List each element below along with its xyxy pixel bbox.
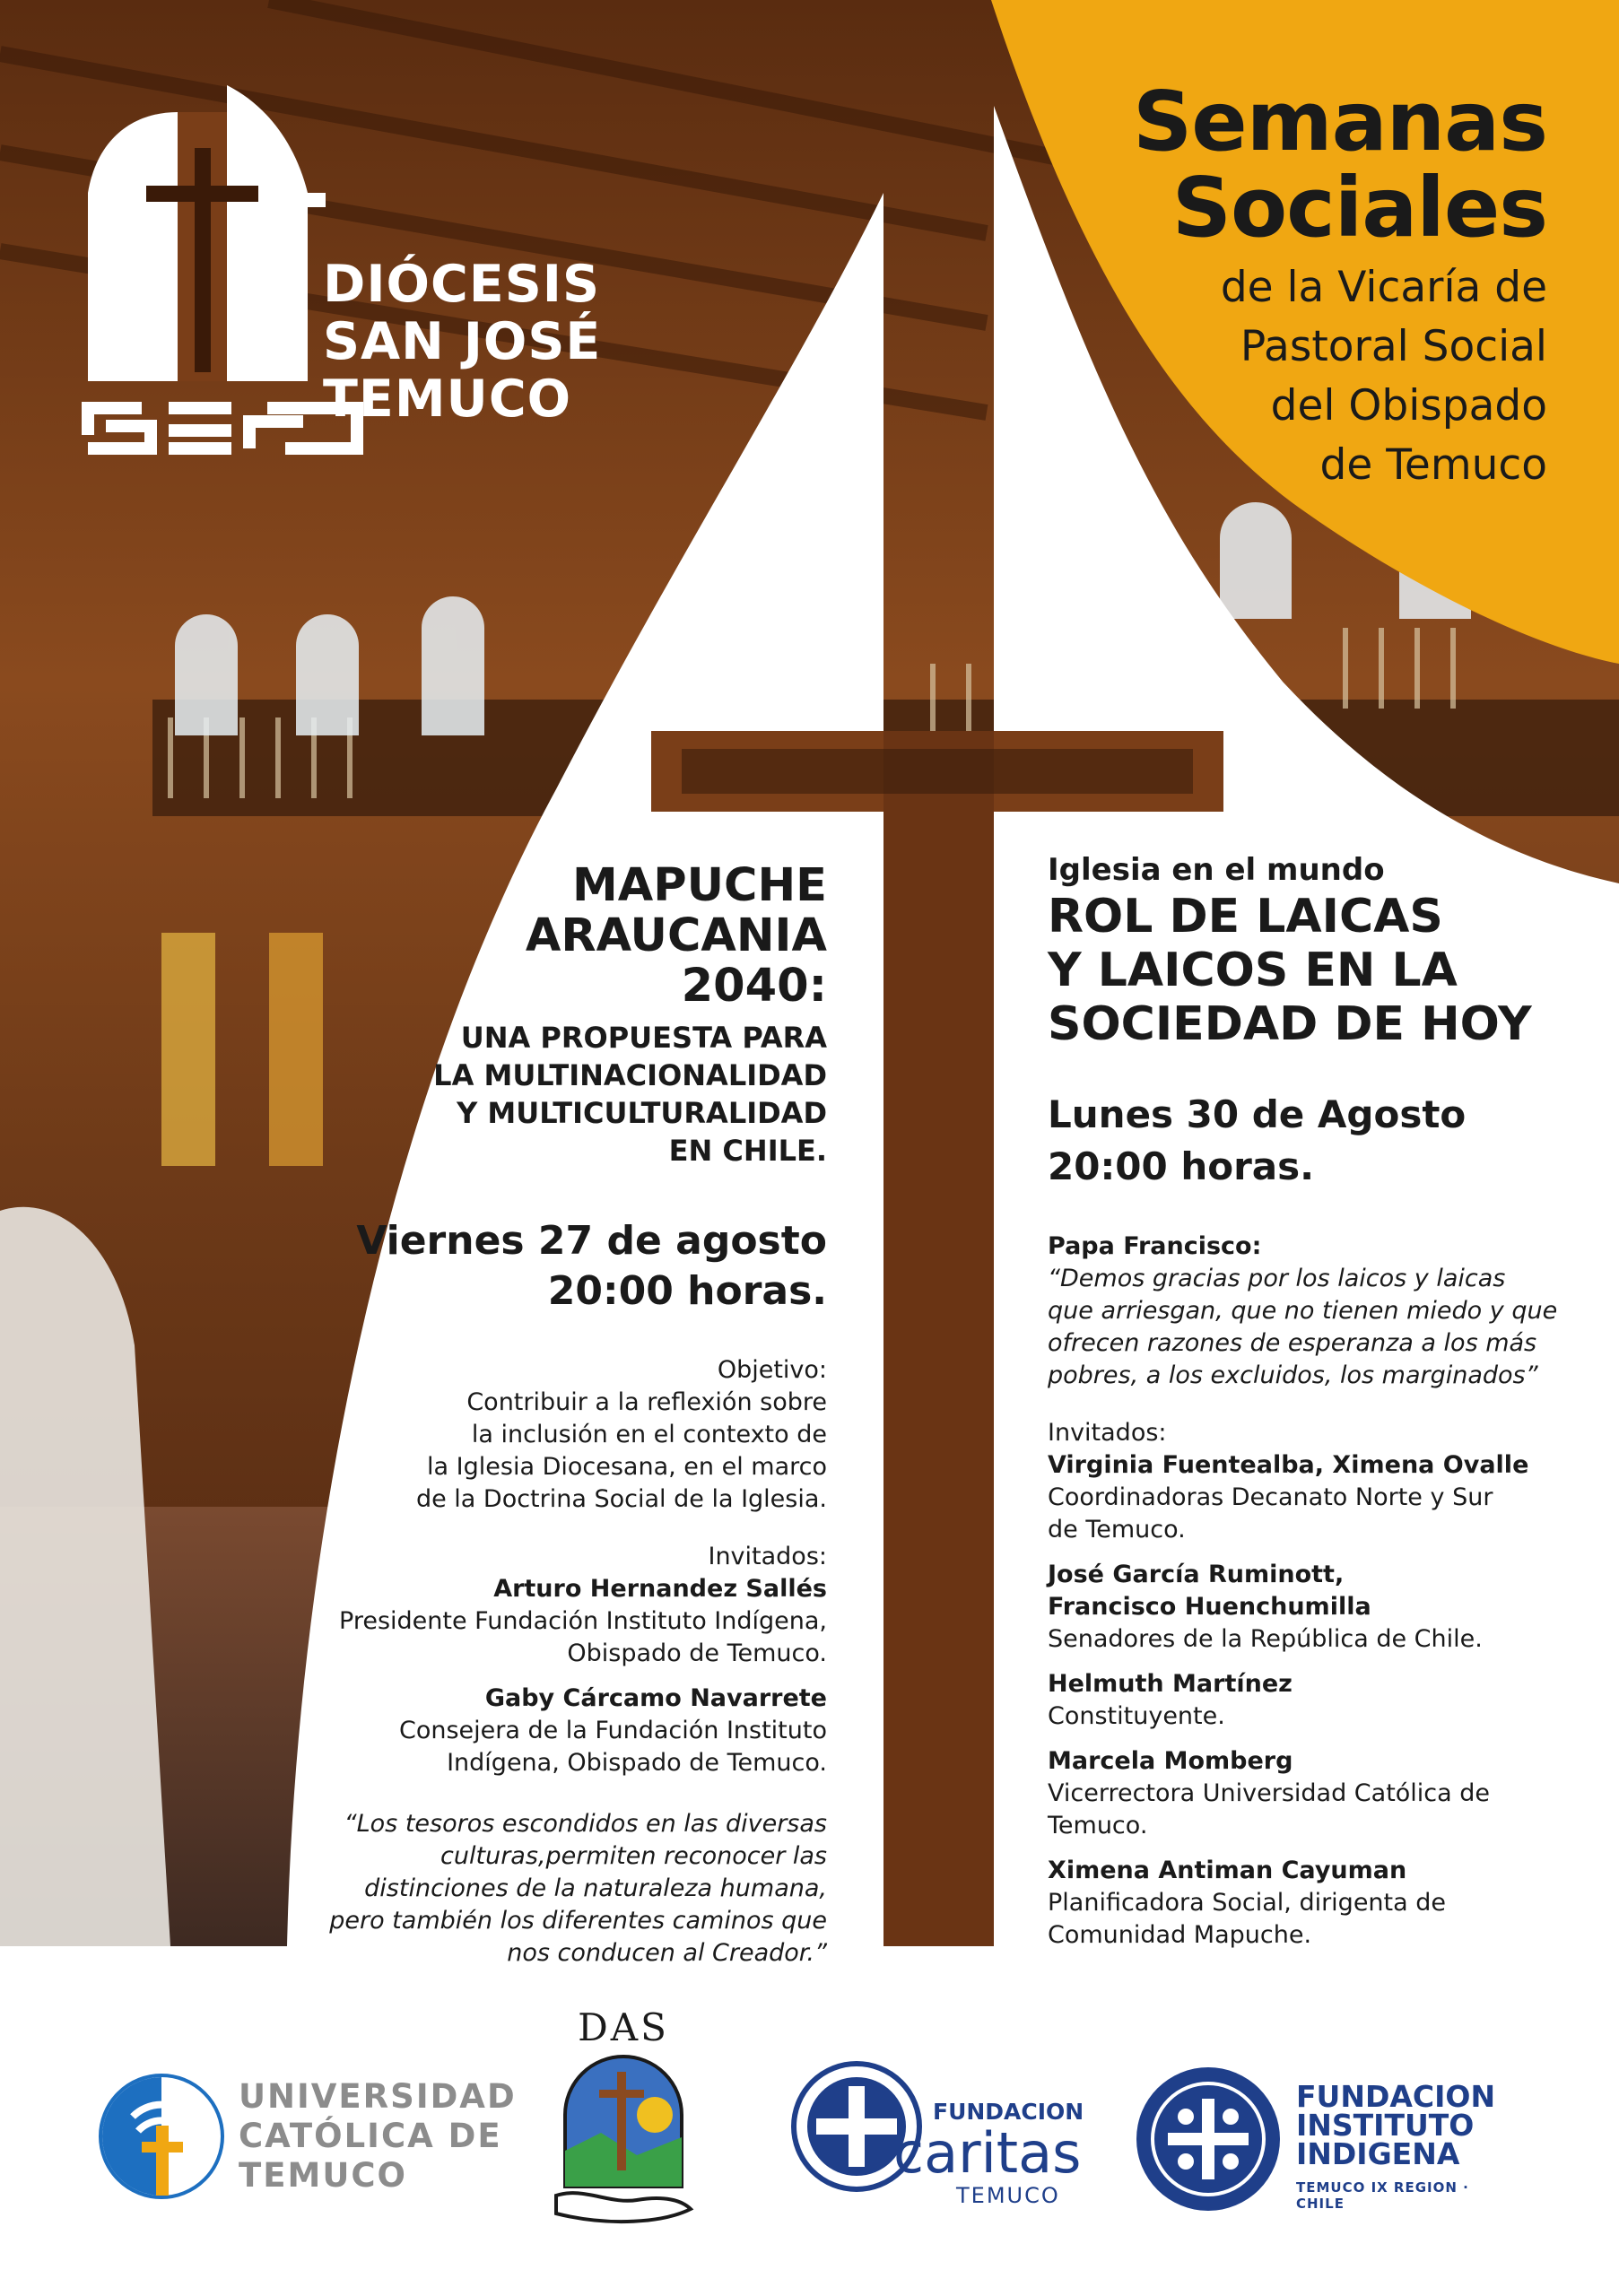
guest-g4-name: Marcela Momberg — [1048, 1747, 1293, 1775]
event1-guests — [269, 1541, 827, 1779]
subtitle-line4: de Temuco — [1319, 440, 1547, 490]
caritas-top-text: FUNDACION — [933, 2099, 1084, 2125]
guest-g1-role-line1: Coordinadoras Decanato Norte y Sur — [1048, 1483, 1493, 1511]
event1-subtitle-line4: EN CHILE. — [668, 1134, 827, 1168]
fii-name — [1296, 2079, 1496, 2171]
event2-time: 20:00 horas. — [1048, 1144, 1315, 1188]
event1-subtitle — [269, 1019, 827, 1170]
guest-g1-name: Virginia Fuentealba, Ximena Ovalle — [1048, 1451, 1529, 1479]
event1-subtitle-line1: UNA PROPUESTA PARA — [460, 1021, 827, 1055]
fii-line1: FUNDACION — [1296, 2079, 1496, 2114]
event1-subtitle-line2: LA MULTINACIONALIDAD — [433, 1058, 827, 1092]
diocese-line3: TEMUCO — [323, 370, 572, 429]
event1-title — [269, 861, 827, 1012]
objective-line1: Contribuir a la reflexión sobre — [466, 1388, 827, 1416]
guest-g2-role: Senadores de la República de Chile. — [1048, 1625, 1483, 1653]
guest-g4-role-line2: Temuco. — [1048, 1812, 1148, 1839]
event2-datetime — [1048, 1089, 1577, 1193]
event2-kicker: Iglesia en el mundo — [1048, 852, 1385, 888]
quote-line4: pero también los diferentes caminos que — [329, 1907, 827, 1935]
guest-g2-name-line2: Francisco Huenchumilla — [1048, 1593, 1371, 1621]
guest2-role-line2: Indígena, Obispado de Temuco. — [447, 1749, 827, 1777]
logo-das — [547, 2005, 700, 2230]
subtitle-line2: Pastoral Social — [1240, 322, 1547, 371]
diocese-line2: SAN JOSÉ — [323, 312, 602, 371]
caritas-main-text: caritas — [893, 2120, 1082, 2186]
fii-line2: INSTITUTO — [1296, 2108, 1475, 2143]
pope-quote-line4: pobres, a los excluidos, los marginados” — [1048, 1361, 1538, 1389]
guest-g3-role: Constituyente. — [1048, 1702, 1225, 1730]
guest2-name: Gaby Cárcamo Navarrete — [484, 1684, 827, 1712]
event1-date: Viernes 27 de agosto — [356, 1218, 827, 1264]
event1-title-line1: MAPUCHE — [572, 859, 827, 912]
event1-datetime — [269, 1216, 827, 1317]
cross-vertical — [883, 731, 994, 1946]
guest-g5-role-line1: Planificadora Social, dirigenta de — [1048, 1889, 1447, 1917]
objective-line3: la Iglesia Diocesana, en el marco — [427, 1453, 827, 1481]
guest-g1-role-line2: de Temuco. — [1048, 1516, 1186, 1544]
logo-caritas — [789, 2059, 1085, 2212]
das-text: DAS — [578, 2005, 669, 2049]
event1-objective — [269, 1354, 827, 1516]
event1-title-line2: ARAUCANIA — [525, 909, 827, 962]
guest-g5-name: Ximena Antiman Cayuman — [1048, 1857, 1407, 1884]
quote-line2: culturas,permiten reconocer las — [440, 1842, 827, 1870]
objective-line2: la inclusión en el contexto de — [471, 1421, 827, 1448]
guest-g3-name: Helmuth Martínez — [1048, 1670, 1293, 1698]
diocese-line1: DIÓCESIS — [323, 255, 601, 314]
quote-line1: “Los tesoros escondidos en las diversas — [344, 1810, 827, 1838]
guest-g2-name-line1: José García Ruminott, — [1048, 1561, 1345, 1588]
event1-quote — [269, 1808, 827, 1970]
ucat-line2: CATÓLICA DE — [239, 2117, 502, 2155]
logo-universidad-catolica — [97, 2072, 517, 2206]
guests-label: Invitados: — [708, 1543, 827, 1570]
caritas-city-text: TEMUCO — [956, 2183, 1060, 2208]
header — [991, 74, 1547, 495]
guest-g5-role-line2: Comunidad Mapuche. — [1048, 1921, 1312, 1949]
pope-quote-line1: “Demos gracias por los laicos y laicas — [1048, 1265, 1506, 1292]
pope-label: Papa Francisco: — [1048, 1232, 1262, 1260]
quote-line3: distinciones de la naturaleza humana, — [364, 1874, 827, 1902]
event2-title-line3: SOCIEDAD DE HOY — [1048, 997, 1532, 1051]
ucat-line3: TEMUCO — [239, 2156, 407, 2195]
subtitle-line3: del Obispado — [1270, 381, 1547, 430]
ucat-line1: UNIVERSIDAD — [239, 2077, 517, 2116]
das-emblem-icon — [547, 2052, 700, 2228]
fii-line3: INDIGENA — [1296, 2136, 1460, 2171]
guest2-role-line1: Consejera de la Fundación Instituto — [398, 1717, 827, 1744]
event1-time: 20:00 horas. — [547, 1268, 827, 1314]
ucat-name — [239, 2077, 517, 2196]
guest-g4-role-line1: Vicerrectora Universidad Católica de — [1048, 1779, 1491, 1807]
title-line1: Semanas — [1133, 74, 1547, 170]
event2-title-line1: ROL DE LAICAS — [1048, 890, 1443, 944]
fii-region: TEMUCO IX REGION · CHILE — [1296, 2179, 1469, 2212]
event2-guests — [1048, 1417, 1577, 1952]
quote-line5: nos conducen al Creador.” — [507, 1939, 827, 1967]
diocese-name — [323, 256, 601, 428]
event2-title-line2: Y LAICOS EN LA — [1048, 944, 1458, 997]
event1-subtitle-line3: Y MULTICULTURALIDAD — [457, 1096, 827, 1130]
subtitle-line1: de la Vicaría de — [1220, 263, 1547, 312]
ucat-emblem-icon — [97, 2072, 231, 2206]
fii-emblem-icon — [1132, 2063, 1284, 2215]
event2-title — [1048, 890, 1577, 1051]
pope-quote-line2: que arriesgan, que no tienen miedo y que — [1048, 1297, 1558, 1325]
title-line2: Sociales — [1171, 160, 1547, 256]
event1-title-line3: 2040: — [681, 960, 827, 1013]
event1 — [269, 861, 827, 1970]
logo-fundacion-instituto-indigena — [1132, 2063, 1518, 2215]
event2 — [1048, 850, 1577, 1952]
pope-quote-block — [1048, 1231, 1577, 1392]
objective-label: Objetivo: — [717, 1356, 827, 1384]
subtitle — [991, 258, 1547, 495]
objective-line4: de la Doctrina Social de la Iglesia. — [415, 1485, 827, 1513]
cross-crossbar-glass — [682, 749, 1193, 794]
guests-label: Invitados: — [1048, 1419, 1167, 1447]
guest1-name: Arturo Hernandez Sallés — [493, 1575, 827, 1603]
guest1-role-line1: Presidente Fundación Instituto Indígena, — [339, 1607, 827, 1635]
pope-quote-line3: ofrecen razones de esperanza a los más — [1048, 1329, 1537, 1357]
event2-date: Lunes 30 de Agosto — [1048, 1092, 1467, 1136]
guest1-role-line2: Obispado de Temuco. — [567, 1639, 827, 1667]
